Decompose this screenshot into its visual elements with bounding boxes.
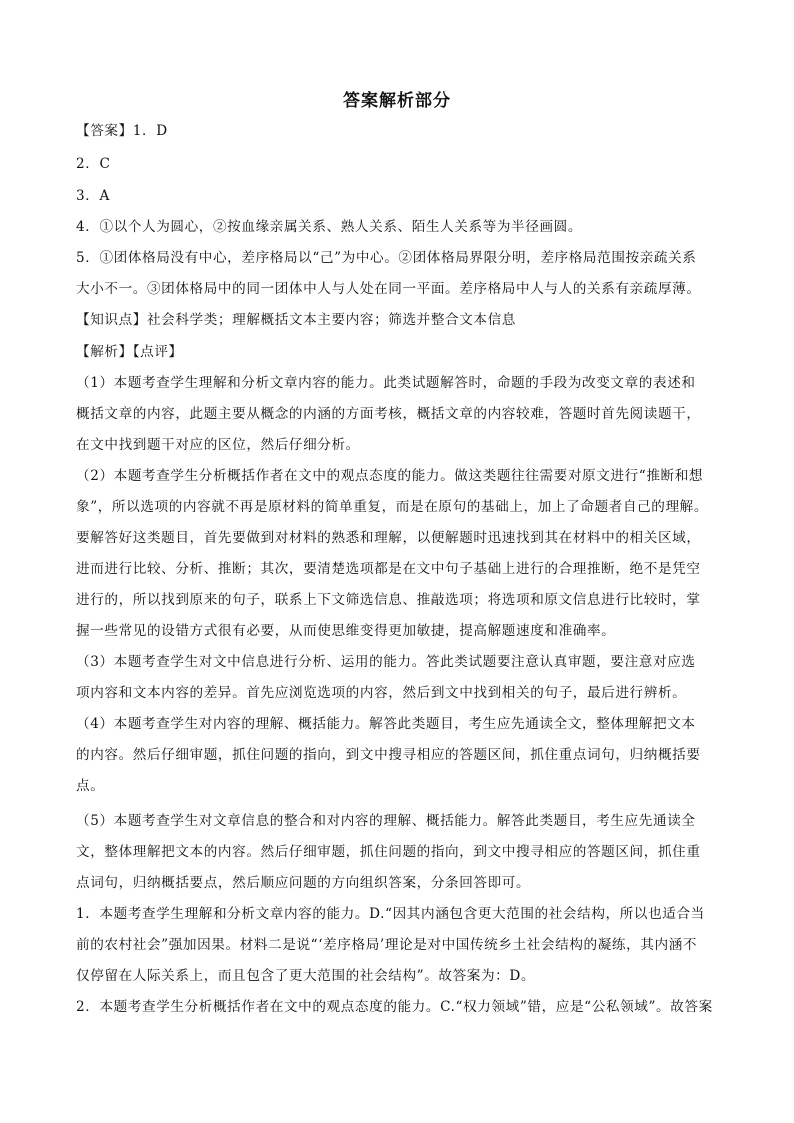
body-line: 的内容。然后仔细审题，抓住问题的指向，到文中搜寻相应的答题区间，抓住重点词句，归纳概括要 [76, 747, 701, 763]
body-line: （5）本题考查学生对文章信息的整合和对内容的理解、概括能力。解答此类题目，考生应先通读全 [76, 813, 696, 829]
answer-line-3: 3．A [76, 188, 110, 204]
answers-label: 【答案】 [76, 123, 133, 139]
body-line: 象”，所以选项的内容就不再是原材料的简单重复，而是在原句的基础上，加上了命题者自己的理解。 [76, 499, 709, 515]
body-line: 前的农村社会”强加因果。材料二是说“‘差序格局’理论是对中国传统乡土社会结构的凝练，其内涵不 [76, 937, 698, 953]
body-line: 项内容和文本内容的差异。首先应浏览选项的内容，然后到文中找到相关的句子，最后进行辨析。 [76, 685, 687, 701]
body-line: 2．本题考查学生分析概括作者在文中的观点态度的能力。C.“权力领域”错，应是“公私领域”。故答案 [76, 999, 713, 1015]
body-line: 文，整体理解把文本的内容。然后仔细审题，抓住问题的指向，到文中搜寻相应的答题区间，抓住重 [76, 844, 701, 860]
body-line: （4）本题考查学生对内容的理解、概括能力。解答此类题目，考生应先通读全文，整体理解把文本 [76, 716, 696, 732]
knowledge-line [76, 310, 516, 330]
page-title: 答案解析部分 [343, 91, 451, 111]
knowledge-label: 【知识点】 [76, 312, 147, 328]
body-line: 仅停留在人际关系上，而且包含了更大范围的社会结构”。故答案为：D。 [76, 968, 536, 984]
body-line: （2）本题考查学生分析概括作者在文中的观点态度的能力。做这类题往往需要对原文进行“推断和想 [76, 468, 704, 484]
body-line: 要解答好这类题目，首先要做到对材料的熟悉和理解，以便解题时迅速找到其在材料中的相关区域， [76, 530, 701, 546]
analysis-label: 【解析】【点评】 [76, 344, 183, 360]
body-line: 在文中找到题干对应的区位，然后仔细分析。 [76, 437, 360, 453]
answer-line-5: 5．①团体格局没有中心，差序格局以“己”为中心。②团体格局界限分明，差序格局范围按亲疏关系 [76, 250, 697, 266]
knowledge-text: 社会科学类；理解概括文本主要内容；筛选并整合文本信息 [146, 312, 517, 328]
body-line: 1．本题考查学生理解和分析文章内容的能力。D.“因其内涵包含更大范围的社会结构，所以也适合当 [76, 906, 705, 922]
body-line: 点词句，归纳概括要点，然后顺应问题的方向组织答案，分条回答即可。 [76, 875, 531, 891]
answer-line-1 [76, 121, 168, 141]
answer-line-2: 2．C [76, 156, 111, 172]
body-line: 进行的，所以找到原来的句子，联系上下文筛选信息、推敲选项；将选项和原文信息进行比较时，掌 [76, 592, 701, 608]
body-line: 进而进行比较、分析、推断；其次，要清楚选项都是在文中句子基础上进行的合理推断，绝不是凭空 [76, 561, 701, 577]
answer-line-5-cont: 大小不一。③团体格局中的同一团体中人与人处在同一平面。差序格局中人与人的关系有亲疏厚薄。 [76, 281, 701, 297]
body-line: （1）本题考查学生理解和分析文章内容的能力。此类试题解答时，命题的手段为改变文章的表述和 [76, 375, 696, 391]
body-line: （3）本题考查学生对文中信息进行分析、运用的能力。答此类试题要注意认真审题，要注意对应选 [76, 654, 696, 670]
body-line: 点。 [76, 778, 105, 794]
answer-line-4: 4．①以个人为圆心，②按血缘亲属关系、熟人关系、陌生人关系等为半径画圆。 [76, 219, 583, 235]
body-line: 概括文章的内容，此题主要从概念的内涵的方面考核，概括文章的内容较难，答题时首先阅读题干， [76, 406, 701, 422]
body-line: 握一些常见的设错方式很有必要，从而使思维变得更加敏捷，提高解题速度和准确率。 [76, 623, 616, 639]
answer-text: 1．D [132, 123, 168, 139]
